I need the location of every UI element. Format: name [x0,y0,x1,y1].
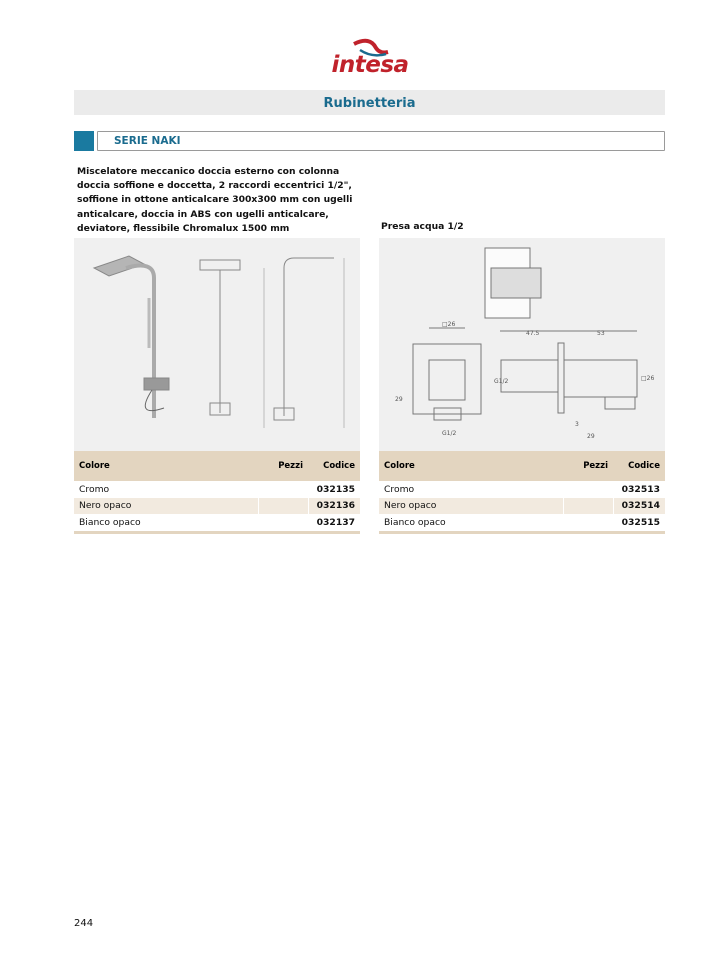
product-description: Miscelatore meccanico doccia esterno con colonna doccia soffione e doccetta, 2 raccordi eccentrici 1/2", soffione in ottone anticalcare 300x300 mm con ugelli anticalcare, doccia in ABS con ugelli anticalcare, deviatore, flessibile Chromalux 1500 mm [77,166,353,234]
dimension-label: 29 [587,433,595,440]
pezzi-cell [563,514,613,532]
col-pezzi: Pezzi [258,451,308,481]
colore-cell: Bianco opaco [379,514,563,532]
codice-cell: 032136 [308,498,360,515]
pezzi-cell [258,481,308,498]
colore-cell: Cromo [384,483,415,495]
water-outlet-drawing [379,238,665,451]
colore-cell: Cromo [79,483,110,495]
logo-text: intesa [331,52,409,78]
product-description: Presa acqua 1/2 [381,221,464,232]
category-banner: Rubinetteria [74,90,665,115]
colore-cell: Nero opaco [74,498,258,515]
pezzi-cell [258,498,308,515]
table-row [74,498,360,515]
dimension-label: 29 [395,396,403,403]
col-colore: Colore [379,451,563,481]
product-table [379,451,665,534]
product-table [74,451,360,534]
pezzi-cell [258,514,308,532]
dimension-label: G1/2 [494,378,509,385]
series-header [74,131,665,151]
dimension-label: □26 [641,375,655,382]
table-row [379,481,665,498]
page-number: 244 [74,918,94,929]
codice-cell: 032513 [621,483,660,495]
col-codice: Codice [613,451,665,481]
pezzi-cell [563,481,613,498]
shower-column-image [74,238,360,451]
codice-cell: 032135 [316,483,355,495]
table-row [74,514,360,532]
col-codice: Codice [308,451,360,481]
table-row [379,514,665,532]
dimension-label: □26 [442,321,456,328]
codice-cell: 032137 [308,514,360,532]
intesa-logo [330,38,410,82]
dimension-label: G1/2 [442,430,457,437]
series-title: SERIE NAKI [97,131,665,151]
series-marker [74,131,94,151]
pezzi-cell [563,498,613,515]
colore-cell: Bianco opaco [74,514,258,532]
colore-cell: Nero opaco [379,498,563,515]
shower-column-drawing [74,238,360,451]
water-outlet-image [379,238,665,451]
dimension-label: 53 [597,330,605,337]
codice-cell: 032515 [613,514,665,532]
dimension-label: 3 [575,421,579,428]
table-row [379,498,665,515]
table-row [74,481,360,498]
dimension-label: 47.5 [526,330,540,337]
col-colore: Colore [74,451,258,481]
codice-cell: 032514 [613,498,665,515]
col-pezzi: Pezzi [563,451,613,481]
